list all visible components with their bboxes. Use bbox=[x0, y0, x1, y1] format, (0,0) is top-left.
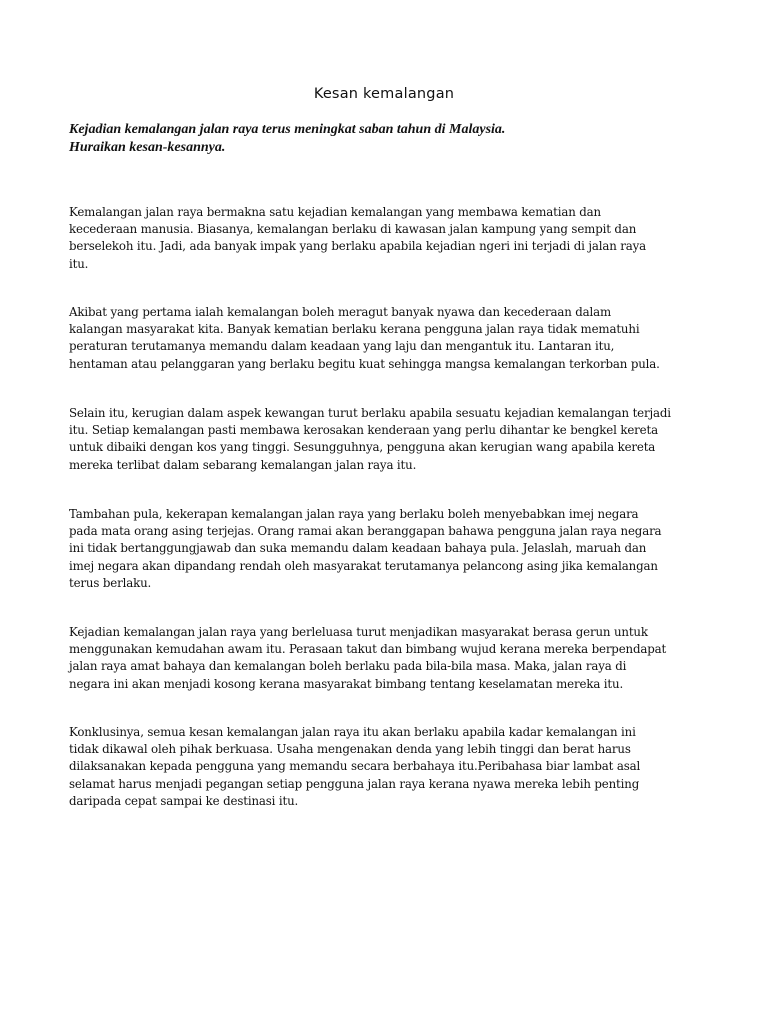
text-line: Akibat yang pertama ialah kemalangan boleh meragut banyak nyawa dan kecederaan dalam bbox=[69, 305, 612, 319]
text-line: dilaksanakan kepada pengguna yang memandu secara berbahaya itu.Peribahasa biar lambat asal bbox=[69, 759, 641, 774]
text-line: Kejadian kemalangan jalan raya yang berleluasa turut menjadikan masyarakat berasa gerun untuk bbox=[69, 625, 648, 639]
text-line: tidak dikawal oleh pihak berkuasa. Usaha mengenakan denda yang lebih tinggi dan berat harus bbox=[69, 742, 631, 757]
paragraph-point-4 bbox=[69, 624, 709, 693]
paragraph-conclusion bbox=[69, 724, 709, 810]
text-line: negara ini akan menjadi kosong kerana masyarakat bimbang tentang keselamatan mereka itu. bbox=[69, 676, 624, 691]
paragraph-point-2 bbox=[69, 405, 709, 474]
text-line: itu. bbox=[69, 256, 89, 271]
text-line: terus berlaku. bbox=[69, 575, 152, 590]
text-line: menggunakan kemudahan awam itu. Perasaan takut dan bimbang wujud kerana mereka berpendapat bbox=[69, 642, 667, 657]
text-line: pada mata orang asing terjejas. Orang ramai akan beranggapan bahawa pengguna jalan raya negara bbox=[69, 524, 662, 539]
text-line: jalan raya amat bahaya dan kemalangan boleh berlaku pada bila-bila masa. Maka, jalan raya di bbox=[69, 659, 627, 674]
paragraph-introduction bbox=[69, 204, 709, 273]
text-line: kecederaan manusia. Biasanya, kemalangan berlaku di kawasan jalan kampung yang sempit dan bbox=[69, 222, 637, 237]
text-line: ini tidak bertanggungjawab dan suka memandu dalam keadaan bahaya pula. Jelaslah, maruah dan bbox=[69, 541, 647, 556]
text-line: Kemalangan jalan raya bermakna satu kejadian kemalangan yang membawa kematian dan bbox=[69, 205, 601, 219]
text-line: Tambahan pula, kekerapan kemalangan jalan raya yang berlaku boleh menyebabkan imej negara bbox=[69, 507, 639, 521]
question-line: Huraikan kesan-kesannya. bbox=[69, 140, 226, 155]
text-line: peraturan terutamanya memandu dalam keadaan yang laju dan mengantuk itu. Lantaran itu, bbox=[69, 339, 615, 354]
question-line: Kejadian kemalangan jalan raya terus meningkat saban tahun di Malaysia. bbox=[69, 122, 506, 137]
paragraph-point-3 bbox=[69, 506, 709, 592]
text-line: untuk dibaiki dengan kos yang tinggi. Sesungguhnya, pengguna akan kerugian wang apabila kereta bbox=[69, 440, 656, 455]
document-title: Kesan kemalangan bbox=[313, 86, 455, 102]
text-line: Konklusinya, semua kesan kemalangan jalan raya itu akan berlaku apabila kadar kemalangan ini bbox=[69, 725, 636, 739]
text-line: imej negara akan dipandang rendah oleh masyarakat terutamanya pelancong asing jika kemalangan bbox=[69, 558, 658, 573]
essay-question bbox=[69, 121, 709, 157]
text-line: selamat harus menjadi pegangan setiap pengguna jalan raya kerana nyawa mereka lebih penting bbox=[69, 776, 640, 791]
text-line: mereka terlibat dalam sebarang kemalangan jalan raya itu. bbox=[69, 457, 417, 472]
text-line: Selain itu, kerugian dalam aspek kewangan turut berlaku apabila sesuatu kejadian kemalangan terjadi bbox=[69, 406, 671, 420]
paragraph-point-1 bbox=[69, 304, 709, 373]
text-line: hentaman atau pelanggaran yang berlaku begitu kuat sehingga mangsa kemalangan terkorban pula. bbox=[69, 356, 660, 371]
text-line: kalangan masyarakat kita. Banyak kematian berlaku kerana pengguna jalan raya tidak mematuhi bbox=[69, 322, 640, 337]
text-line: daripada cepat sampai ke destinasi itu. bbox=[69, 793, 299, 808]
text-line: itu. Setiap kemalangan pasti membawa kerosakan kenderaan yang perlu dihantar ke bengkel kereta bbox=[69, 423, 658, 438]
text-line: berselekoh itu. Jadi, ada banyak impak yang berlaku apabila kejadian ngeri ini terjadi di jalan raya bbox=[69, 239, 647, 254]
